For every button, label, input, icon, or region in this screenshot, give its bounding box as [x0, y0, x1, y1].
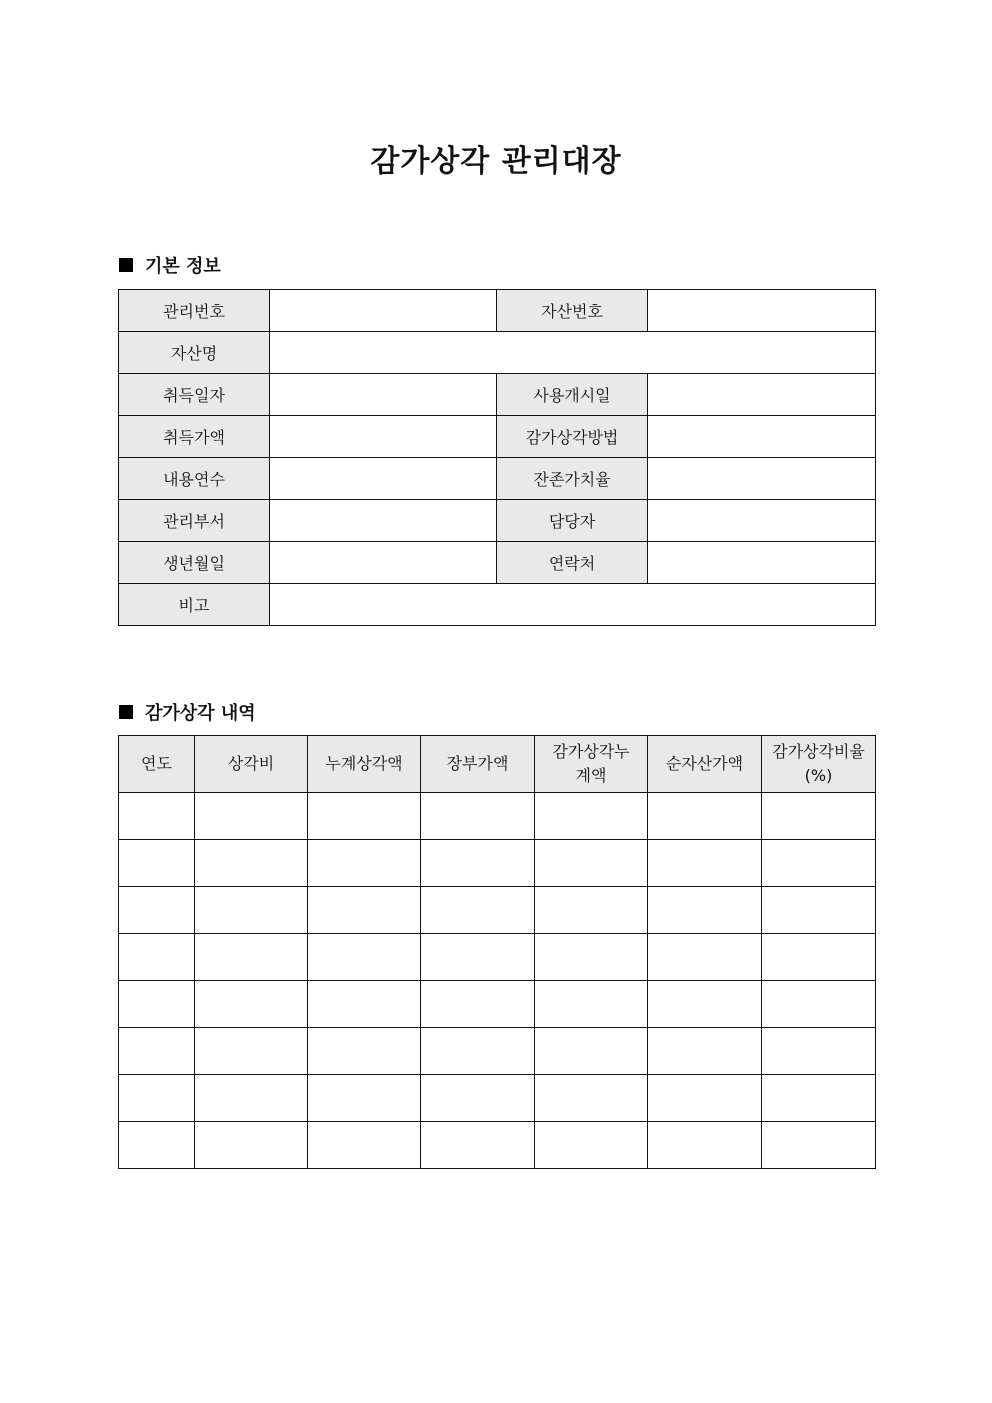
- table-cell[interactable]: [195, 1075, 308, 1122]
- field-value-cell[interactable]: [270, 584, 876, 626]
- field-value-cell[interactable]: [270, 374, 497, 416]
- table-cell[interactable]: [421, 934, 535, 981]
- column-header: 감가상각누계액: [535, 736, 648, 793]
- table-row: [119, 934, 876, 981]
- table-cell[interactable]: [648, 1075, 762, 1122]
- table-cell[interactable]: [535, 934, 648, 981]
- table-row: [119, 887, 876, 934]
- info-row: [119, 332, 876, 374]
- table-cell[interactable]: [195, 887, 308, 934]
- field-label: 사용개시일: [497, 374, 648, 416]
- table-cell[interactable]: [762, 1075, 876, 1122]
- table-cell[interactable]: [762, 887, 876, 934]
- table-cell[interactable]: [308, 1028, 421, 1075]
- table-cell[interactable]: [195, 840, 308, 887]
- table-cell[interactable]: [648, 981, 762, 1028]
- table-cell[interactable]: [308, 934, 421, 981]
- field-value-cell[interactable]: [648, 290, 876, 332]
- table-cell[interactable]: [535, 793, 648, 840]
- table-cell[interactable]: [421, 793, 535, 840]
- square-bullet-icon: [119, 705, 133, 719]
- column-header: 연도: [119, 736, 195, 793]
- table-cell[interactable]: [308, 887, 421, 934]
- table-cell[interactable]: [648, 887, 762, 934]
- table-cell[interactable]: [421, 1028, 535, 1075]
- table-cell[interactable]: [648, 934, 762, 981]
- table-cell[interactable]: [648, 793, 762, 840]
- section-heading-basic-info: [119, 252, 221, 278]
- depreciation-history-table: [118, 735, 876, 1169]
- basic-info-table: [118, 289, 876, 626]
- field-value-cell[interactable]: [648, 542, 876, 584]
- column-header: 감가상각비율(%): [762, 736, 876, 793]
- table-cell[interactable]: [762, 934, 876, 981]
- info-row: [119, 500, 876, 542]
- section-heading-label: 감가상각 내역: [145, 703, 256, 724]
- table-cell[interactable]: [648, 840, 762, 887]
- table-row: [119, 1028, 876, 1075]
- table-cell[interactable]: [119, 1075, 195, 1122]
- field-label: 생년월일: [119, 542, 270, 584]
- table-cell[interactable]: [762, 1028, 876, 1075]
- field-label: 담당자: [497, 500, 648, 542]
- table-cell[interactable]: [535, 1122, 648, 1169]
- table-cell[interactable]: [195, 793, 308, 840]
- table-cell[interactable]: [535, 840, 648, 887]
- table-cell[interactable]: [421, 1122, 535, 1169]
- field-value-cell[interactable]: [648, 458, 876, 500]
- field-value-cell[interactable]: [270, 542, 497, 584]
- info-row: [119, 458, 876, 500]
- section-heading-label: 기본 정보: [145, 256, 221, 277]
- table-row: [119, 793, 876, 840]
- table-header-row: [119, 736, 876, 793]
- field-label: 관리부서: [119, 500, 270, 542]
- field-label: 관리번호: [119, 290, 270, 332]
- field-value-cell[interactable]: [648, 374, 876, 416]
- table-cell[interactable]: [535, 1028, 648, 1075]
- table-row: [119, 981, 876, 1028]
- info-row: [119, 416, 876, 458]
- table-cell[interactable]: [119, 840, 195, 887]
- field-value-cell[interactable]: [270, 332, 876, 374]
- field-value-cell[interactable]: [270, 290, 497, 332]
- table-cell[interactable]: [308, 981, 421, 1028]
- field-label: 취득일자: [119, 374, 270, 416]
- table-cell[interactable]: [421, 981, 535, 1028]
- field-label: 자산명: [119, 332, 270, 374]
- column-header: 순자산가액: [648, 736, 762, 793]
- field-label: 연락처: [497, 542, 648, 584]
- table-cell[interactable]: [308, 1122, 421, 1169]
- field-value-cell[interactable]: [270, 458, 497, 500]
- column-header: 장부가액: [421, 736, 535, 793]
- table-cell[interactable]: [762, 840, 876, 887]
- field-value-cell[interactable]: [270, 416, 497, 458]
- field-label: 잔존가치율: [497, 458, 648, 500]
- table-cell[interactable]: [762, 1122, 876, 1169]
- table-cell[interactable]: [308, 1075, 421, 1122]
- field-value-cell[interactable]: [270, 500, 497, 542]
- column-header: 상각비: [195, 736, 308, 793]
- field-value-cell[interactable]: [648, 416, 876, 458]
- table-row: [119, 1075, 876, 1122]
- field-label: 비고: [119, 584, 270, 626]
- table-cell[interactable]: [762, 981, 876, 1028]
- table-cell[interactable]: [535, 1075, 648, 1122]
- table-cell[interactable]: [535, 887, 648, 934]
- field-label: 내용연수: [119, 458, 270, 500]
- table-cell[interactable]: [308, 793, 421, 840]
- square-bullet-icon: [119, 258, 133, 272]
- field-label: 감가상각방법: [497, 416, 648, 458]
- field-label: 취득가액: [119, 416, 270, 458]
- table-cell[interactable]: [195, 1028, 308, 1075]
- table-cell[interactable]: [421, 1075, 535, 1122]
- page-title: 감가상각 관리대장: [370, 144, 622, 179]
- table-cell[interactable]: [195, 1122, 308, 1169]
- column-header: 누계상각액: [308, 736, 421, 793]
- info-row: [119, 542, 876, 584]
- section-heading-depreciation-history: [119, 699, 256, 725]
- table-cell[interactable]: [119, 793, 195, 840]
- field-value-cell[interactable]: [648, 500, 876, 542]
- table-row: [119, 840, 876, 887]
- table-cell[interactable]: [535, 981, 648, 1028]
- table-cell[interactable]: [195, 934, 308, 981]
- table-cell[interactable]: [648, 1028, 762, 1075]
- field-label: 자산번호: [497, 290, 648, 332]
- info-row: [119, 374, 876, 416]
- table-cell[interactable]: [648, 1122, 762, 1169]
- table-cell[interactable]: [308, 840, 421, 887]
- table-cell[interactable]: [119, 934, 195, 981]
- table-cell[interactable]: [119, 981, 195, 1028]
- info-row: [119, 290, 876, 332]
- table-cell[interactable]: [195, 981, 308, 1028]
- table-cell[interactable]: [119, 1122, 195, 1169]
- info-row: [119, 584, 876, 626]
- table-cell[interactable]: [762, 793, 876, 840]
- table-cell[interactable]: [119, 887, 195, 934]
- table-cell[interactable]: [421, 840, 535, 887]
- table-cell[interactable]: [421, 887, 535, 934]
- table-row: [119, 1122, 876, 1169]
- table-cell[interactable]: [119, 1028, 195, 1075]
